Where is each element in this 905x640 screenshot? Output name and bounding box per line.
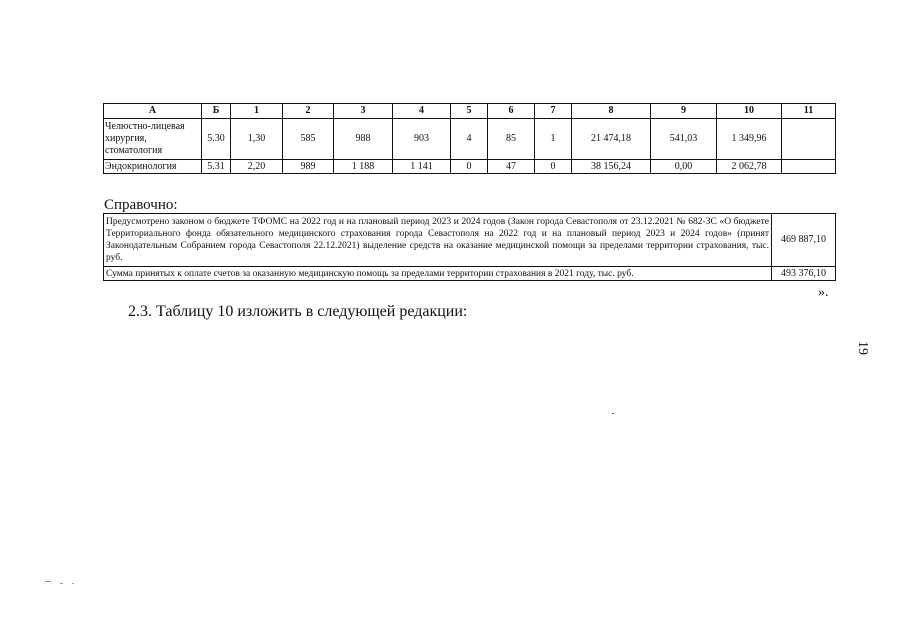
data-cell: 0,00 bbox=[651, 160, 717, 174]
header-cell: 7 bbox=[535, 104, 572, 119]
data-cell: 1 188 bbox=[334, 160, 393, 174]
table-header-row bbox=[104, 104, 836, 119]
data-cell: 1 141 bbox=[393, 160, 451, 174]
header-cell: 6 bbox=[488, 104, 535, 119]
reference-table bbox=[103, 213, 836, 281]
row-name-line: хирургия, bbox=[105, 133, 147, 144]
header-cell: А bbox=[104, 104, 202, 119]
data-cell: 5.31 bbox=[202, 160, 231, 174]
data-cell: 585 bbox=[283, 119, 334, 160]
reference-value: 493 376,10 bbox=[772, 267, 836, 281]
header-cell: 9 bbox=[651, 104, 717, 119]
row-name-cell bbox=[104, 160, 202, 174]
data-cell: 1 bbox=[535, 119, 572, 160]
reference-title: Справочно: bbox=[104, 197, 178, 213]
main-table bbox=[103, 103, 836, 174]
data-cell: 1 349,96 bbox=[717, 119, 782, 160]
data-cell: 4 bbox=[451, 119, 488, 160]
row-name-cell bbox=[104, 119, 202, 160]
row-name-line: Эндокринология bbox=[105, 160, 177, 172]
reference-row-budget bbox=[104, 214, 836, 267]
row-name-line: Челюстно-лицевая bbox=[105, 121, 185, 132]
data-cell: 988 bbox=[334, 119, 393, 160]
row-name-line: стоматология bbox=[105, 145, 163, 156]
section-instruction: 2.3. Таблицу 10 изложить в следующей редакции: bbox=[128, 303, 468, 320]
data-cell: 541,03 bbox=[651, 119, 717, 160]
reference-value: 469 887,10 bbox=[772, 214, 836, 267]
data-cell: 5.30 bbox=[202, 119, 231, 160]
data-cell: 1,30 bbox=[231, 119, 283, 160]
data-cell: 903 bbox=[393, 119, 451, 160]
header-cell: 3 bbox=[334, 104, 393, 119]
data-cell: 989 bbox=[283, 160, 334, 174]
header-cell: 2 bbox=[283, 104, 334, 119]
header-cell: 11 bbox=[782, 104, 836, 119]
data-cell: 21 474,18 bbox=[572, 119, 651, 160]
data-cell: 2,20 bbox=[231, 160, 283, 174]
scan-speck bbox=[45, 581, 51, 582]
table-row bbox=[104, 119, 836, 160]
closing-quote: ». bbox=[818, 285, 829, 300]
data-cell: 47 bbox=[488, 160, 535, 174]
header-cell: 10 bbox=[717, 104, 782, 119]
scan-speck bbox=[612, 413, 614, 414]
reference-text: Сумма принятых к оплате счетов за оказанную медицинскую помощь за пределами территории страхования в 2021 году, тыс. руб. bbox=[104, 267, 772, 281]
header-cell: 4 bbox=[393, 104, 451, 119]
data-cell: 0 bbox=[451, 160, 488, 174]
scan-speck bbox=[60, 583, 63, 584]
data-cell: 85 bbox=[488, 119, 535, 160]
reference-row-paid bbox=[104, 267, 836, 281]
data-cell bbox=[782, 160, 836, 174]
data-cell: 2 062,78 bbox=[717, 160, 782, 174]
reference-text: Предусмотрено законом о бюджете ТФОМС на 2022 год и на плановый период 2023 и 2024 годов (Закон города Севастополя от 23.12.2021 № 682-ЗС «О бюджете Территориального фонда обязательного медицинского страхования города Севастополя на 2022 год и на плановый период 2023 и 2024 годов» (принят Законодательным Собранием города Севастополя 22.12.2021) выделение средств на оказание медицинской помощи за пределами территории страхования, тыс. руб. bbox=[104, 214, 772, 267]
scan-speck bbox=[72, 583, 74, 584]
data-cell: 0 bbox=[535, 160, 572, 174]
header-cell: 1 bbox=[231, 104, 283, 119]
data-cell: 38 156,24 bbox=[572, 160, 651, 174]
data-cell bbox=[782, 119, 836, 160]
header-cell: 8 bbox=[572, 104, 651, 119]
table-row bbox=[104, 160, 836, 174]
header-cell: 5 bbox=[451, 104, 488, 119]
page-number: 19 bbox=[855, 341, 870, 355]
header-cell: Б bbox=[202, 104, 231, 119]
